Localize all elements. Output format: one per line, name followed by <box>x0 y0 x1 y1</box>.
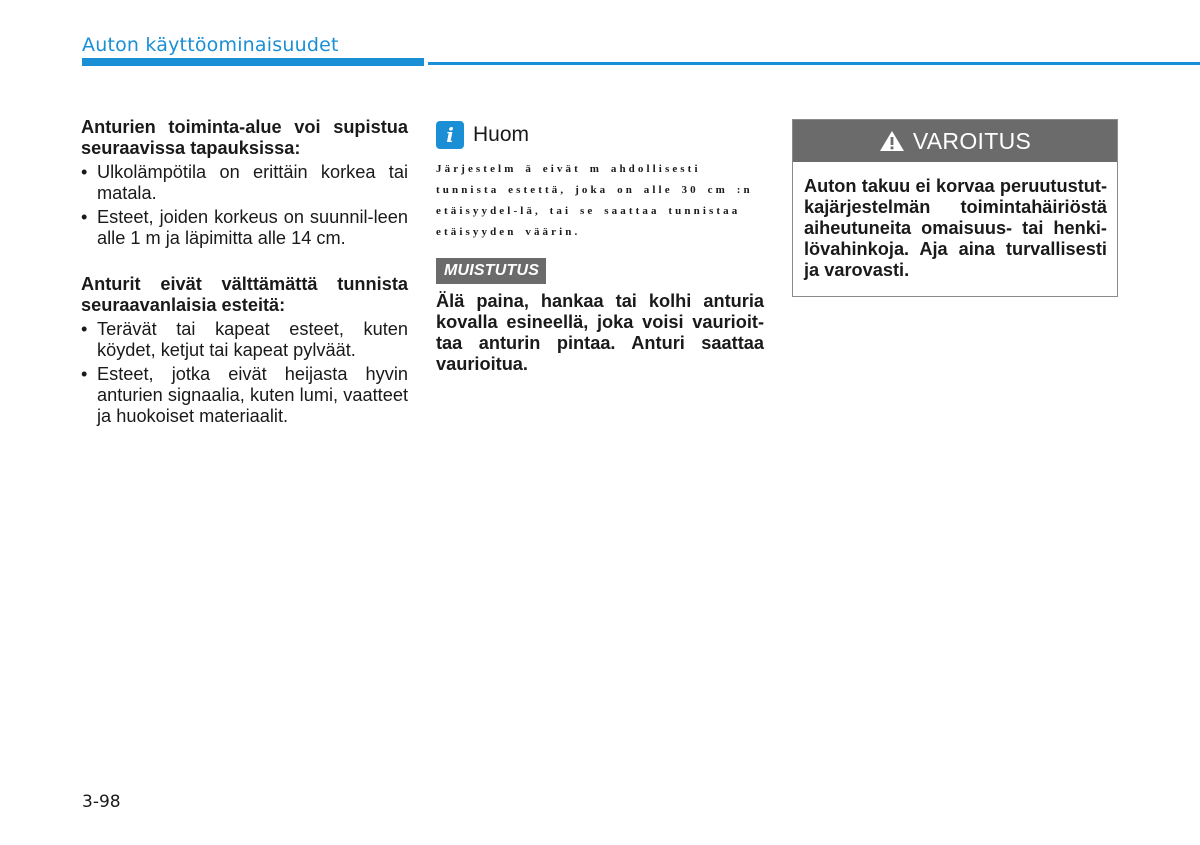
list-item-text: Ulkolämpötila on erittäin korkea tai matala. <box>97 162 408 203</box>
note-title: Huom <box>473 123 530 146</box>
list-item-text: Esteet, joiden korkeus on suunnil-leen alle 1 m ja läpimitta alle 14 cm. <box>97 207 408 248</box>
bullet-list <box>81 162 408 249</box>
list-item <box>81 319 408 361</box>
warning-box <box>792 119 1118 297</box>
warning-text: Auton takuu ei korvaa peruutustut-kajärjestelmän toimintahäiriöstä aiheutuneita omaisuus- tai henki-lövahinkoja. Aja aina turvallisesti ja varovasti. <box>804 176 1107 280</box>
list-item <box>81 162 408 204</box>
bullet-icon: • <box>81 207 88 227</box>
bullet-icon: • <box>81 162 88 182</box>
note-header <box>436 120 764 150</box>
bullet-list <box>81 319 408 427</box>
block-heading: Anturien toiminta-alue voi supistua seuraavissa tapauksissa: <box>81 117 408 158</box>
info-icon: i <box>436 121 464 149</box>
reminder-badge: MUISTUTUS <box>436 258 546 284</box>
note-column <box>436 120 764 375</box>
warning-header <box>793 120 1117 162</box>
list-item-text: Terävät tai kapeat esteet, kuten köydet, ketjut tai kapeat pylväät. <box>97 319 408 360</box>
header-accent-bar <box>82 58 424 66</box>
page-number: 3-98 <box>82 792 121 812</box>
reminder-text: Älä paina, hankaa tai kolhi anturia kovalla esineellä, joka voisi vaurioit-taa anturin pintaa. Anturi saattaa vaurioitua. <box>436 291 764 374</box>
warning-title: VAROITUS <box>912 127 1032 154</box>
list-item <box>81 207 408 249</box>
warning-triangle-icon <box>879 130 905 152</box>
section-title: Auton käyttöominaisuudet <box>82 34 339 56</box>
header-rule <box>428 62 1200 65</box>
bullet-icon: • <box>81 364 88 384</box>
list-item-text: Esteet, jotka eivät heijasta hyvin anturien signaalia, kuten lumi, vaatteet ja huokoiset materiaalit. <box>97 364 408 426</box>
list-item <box>81 364 408 427</box>
main-text-column <box>81 117 408 452</box>
note-text: Järjestelm ä eivät m ahdollisesti tunnista estettä, joka on alle 30 cm :n etäisyydel-lä, tai se saattaa tunnistaa etäisyyden väärin. <box>436 163 753 238</box>
bullet-icon: • <box>81 319 88 339</box>
block-heading: Anturit eivät välttämättä tunnista seuraavanlaisia esteitä: <box>81 274 408 315</box>
